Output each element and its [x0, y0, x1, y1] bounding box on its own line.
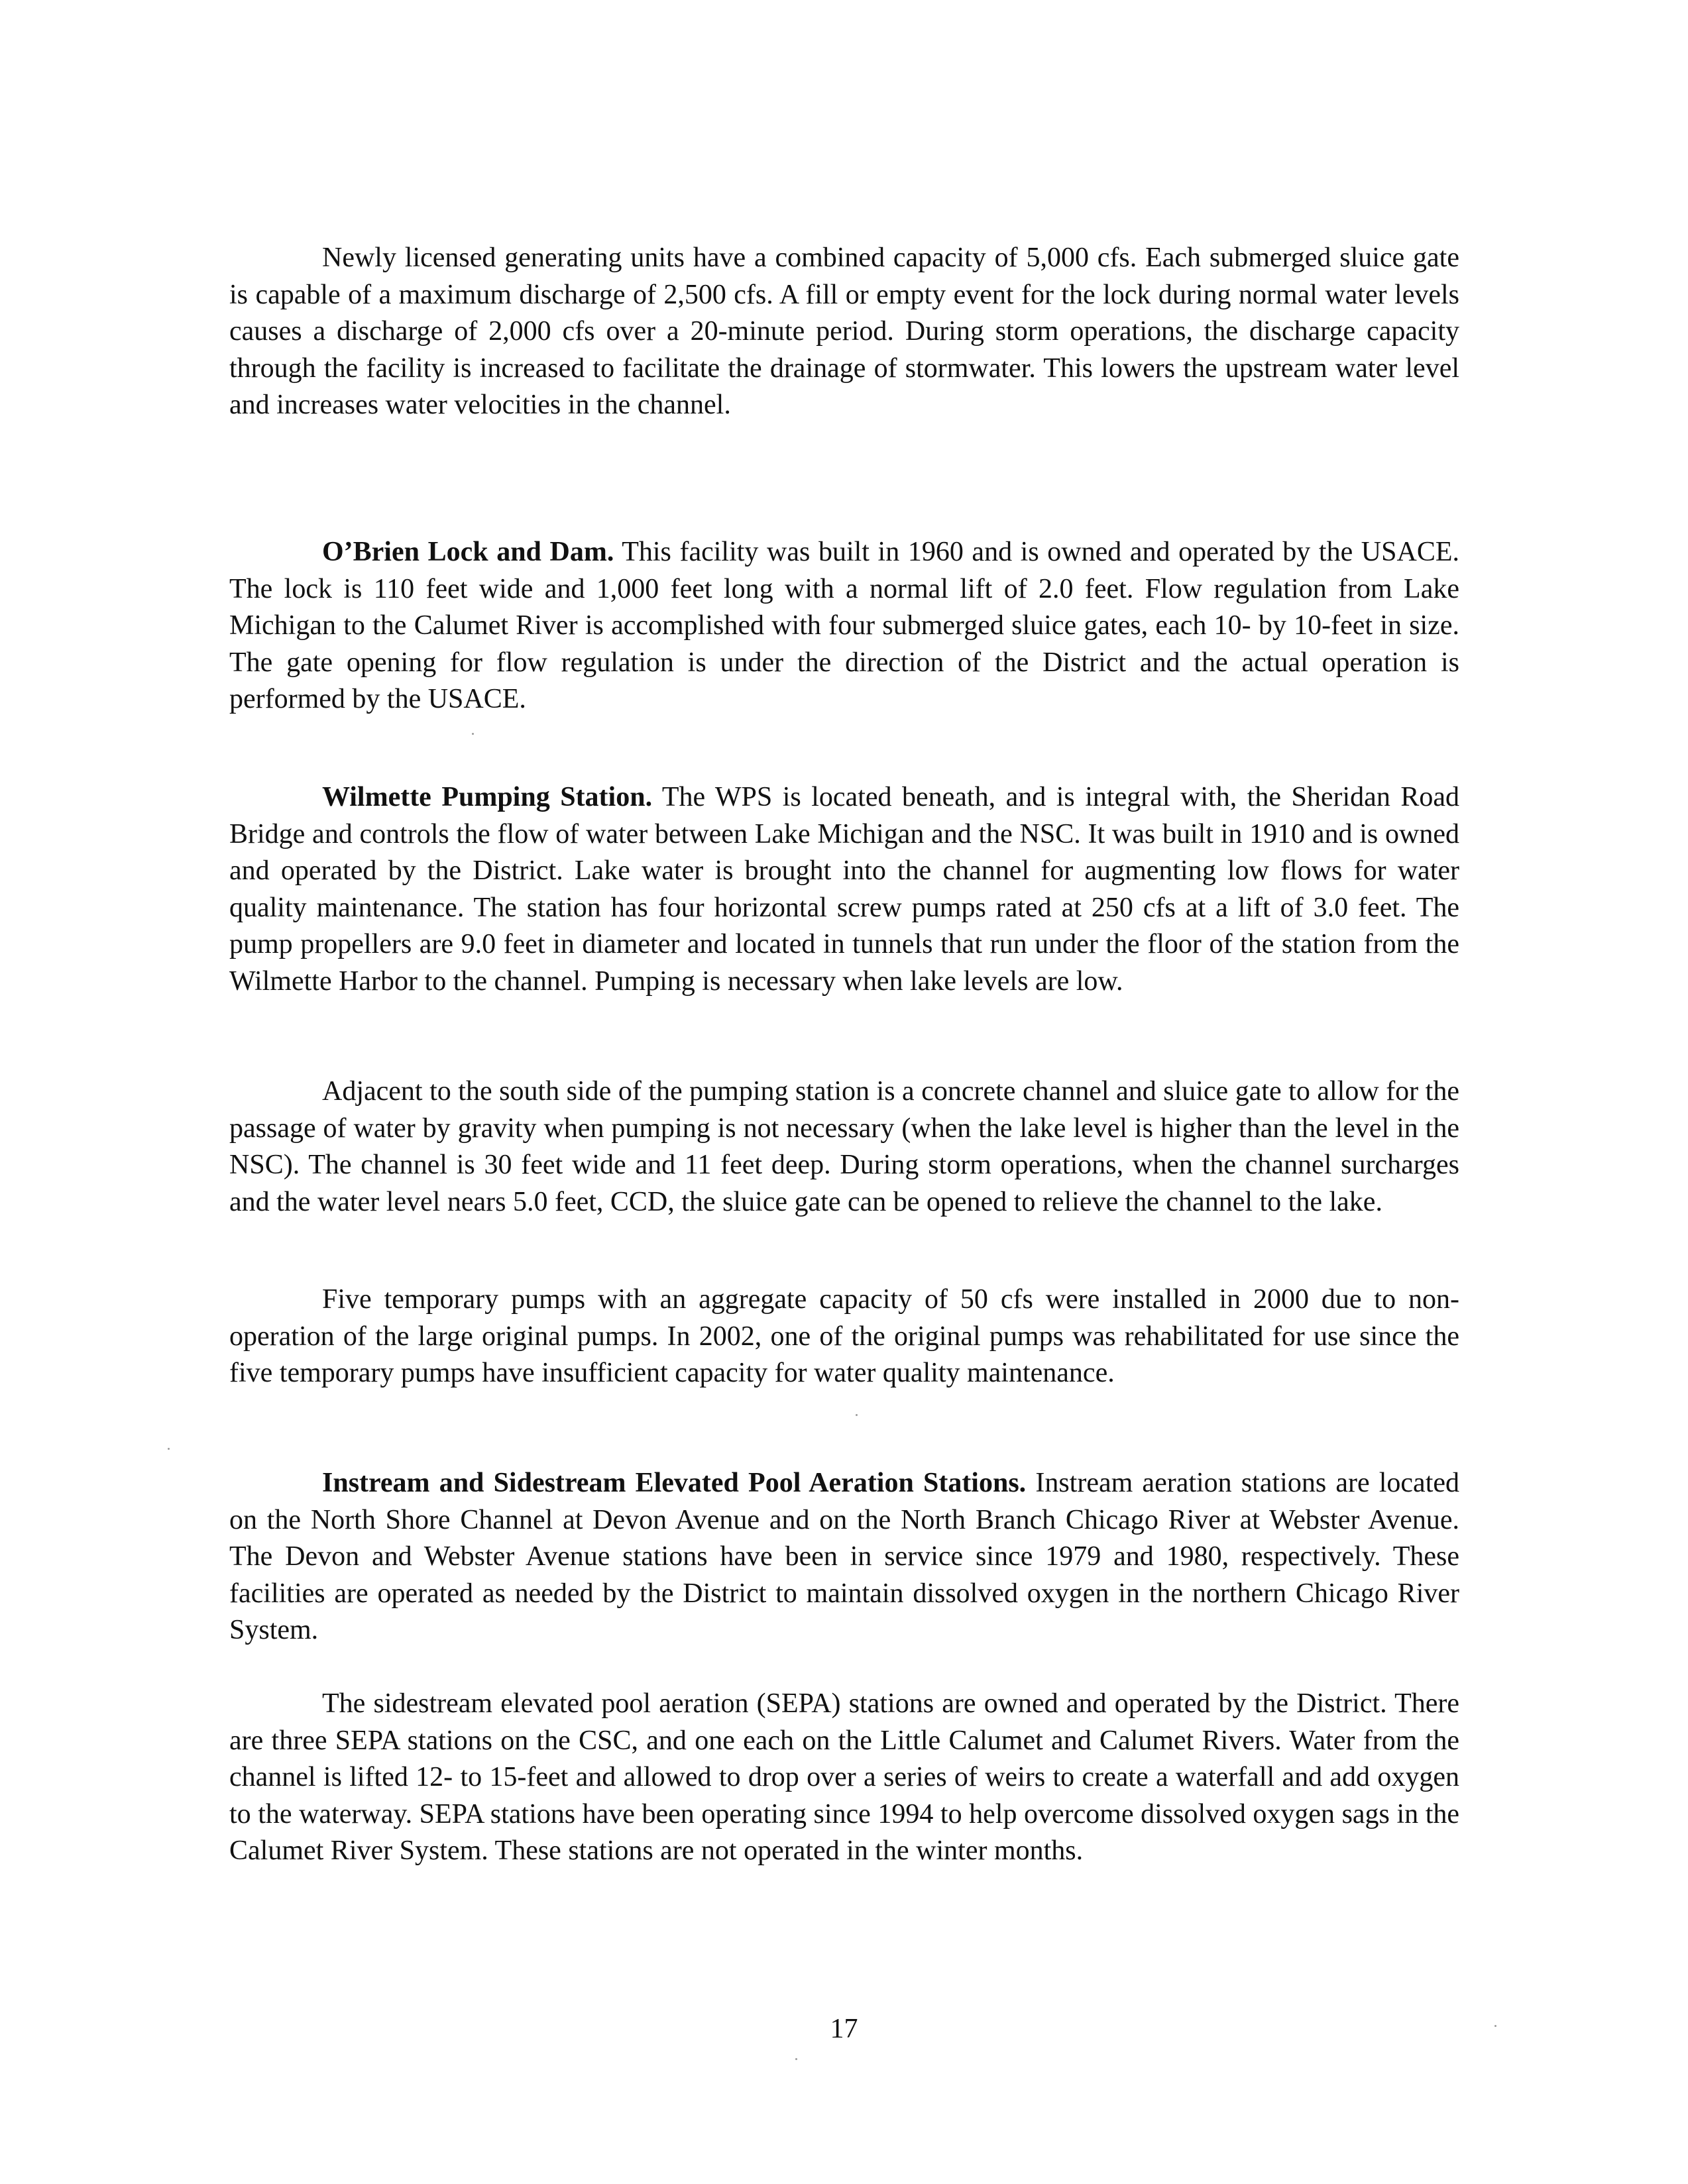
paragraph-obrien-lock-and-dam: [229, 534, 1459, 718]
paragraph-wilmette-pumping-station: [229, 779, 1459, 1000]
section-heading: Instream and Sidestream Elevated Pool Aeration Stations.: [322, 1468, 1027, 1498]
paragraph-text: Adjacent to the south side of the pumping station is a concrete channel and sluice gate to allow for the passage of water by gravity when pumping is not necessary (when the lake level is higher than the level in the NSC). The channel is 30 feet wide and 11 feet deep. During storm operations, when the channel surcharges and the water level nears 5.0 feet, CCD, the sluice gate can be opened to relieve the channel to the lake.: [229, 1076, 1459, 1217]
paragraph-text: The sidestream elevated pool aeration (SEPA) stations are owned and operated by the District. There are three SEPA stations on the CSC, and one each on the Little Calumet and Calumet Rivers. Water from the channel is lifted 12- to 15-feet and allowed to drop over a series of weirs to create a waterfall and add oxygen to the waterway. SEPA stations have been operating since 1994 to help overcome dissolved oxygen sags in the Calumet River System. These stations are not operated in the winter months.: [229, 1688, 1459, 1866]
paragraph-text: Instream aeration stations are located on the North Shore Channel at Devon Avenue and on the North Branch Chicago River at Webster Avenue. The Devon and Webster Avenue stations have been in service since 1979 and 1980, respectively. These facilities are operated as needed by the District to maintain dissolved oxygen in the northern Chicago River System.: [229, 1468, 1460, 1645]
paragraph-text: This facility was built in 1960 and is owned and operated by the USACE. The lock is 110 feet wide and 1,000 feet long with a normal lift of 2.0 feet. Flow regulation from Lake Michigan to the Calumet River is accomplished with four submerged sluice gates, each 10- by 10-feet in size. The gate opening for flow regulation is under the direction of the District and the actual operation is performed by the USACE.: [229, 537, 1459, 714]
paragraph-text: Newly licensed generating units have a combined capacity of 5,000 cfs. Each submerged sluice gate is capable of a maximum discharge of 2,500 cfs. A fill or empty event for the lock during normal water levels causes a discharge of 2,000 cfs over a 20-minute period. During storm operations, the discharge capacity through the facility is increased to facilitate the drainage of stormwater. This lowers the upstream water level and increases water velocities in the channel.: [229, 243, 1459, 420]
paragraph-aeration-stations: [229, 1465, 1459, 1649]
paragraph-sepa-stations: [229, 1686, 1459, 1870]
section-heading: O’Brien Lock and Dam.: [322, 537, 614, 567]
scan-speck: [795, 2058, 797, 2060]
paragraph-generating-units: [229, 240, 1459, 424]
scan-speck: [1494, 2025, 1496, 2027]
paragraph-temporary-pumps: [229, 1282, 1459, 1392]
section-heading: Wilmette Pumping Station.: [322, 782, 653, 812]
page-number: 17: [830, 2014, 858, 2044]
scan-speck: [168, 1448, 170, 1450]
scan-speck: [856, 1414, 858, 1416]
paragraph-sluice-gate-channel: [229, 1073, 1459, 1221]
paragraph-text: Five temporary pumps with an aggregate capacity of 50 cfs were installed in 2000 due to non-operation of the large original pumps. In 2002, one of the original pumps was rehabilitated for use since the five temporary pumps have insufficient capacity for water quality maintenance.: [229, 1284, 1459, 1388]
scan-speck: [472, 733, 474, 735]
paragraph-text: The WPS is located beneath, and is integral with, the Sheridan Road Bridge and controls the flow of water between Lake Michigan and the NSC. It was built in 1910 and is owned and operated by the District. Lake water is brought into the channel for augmenting low flows for water quality maintenance. The station has four horizontal screw pumps rated at 250 cfs at a lift of 3.0 feet. The pump propellers are 9.0 feet in diameter and located in tunnels that run under the floor of the station from the Wilmette Harbor to the channel. Pumping is necessary when lake levels are low.: [229, 782, 1459, 997]
